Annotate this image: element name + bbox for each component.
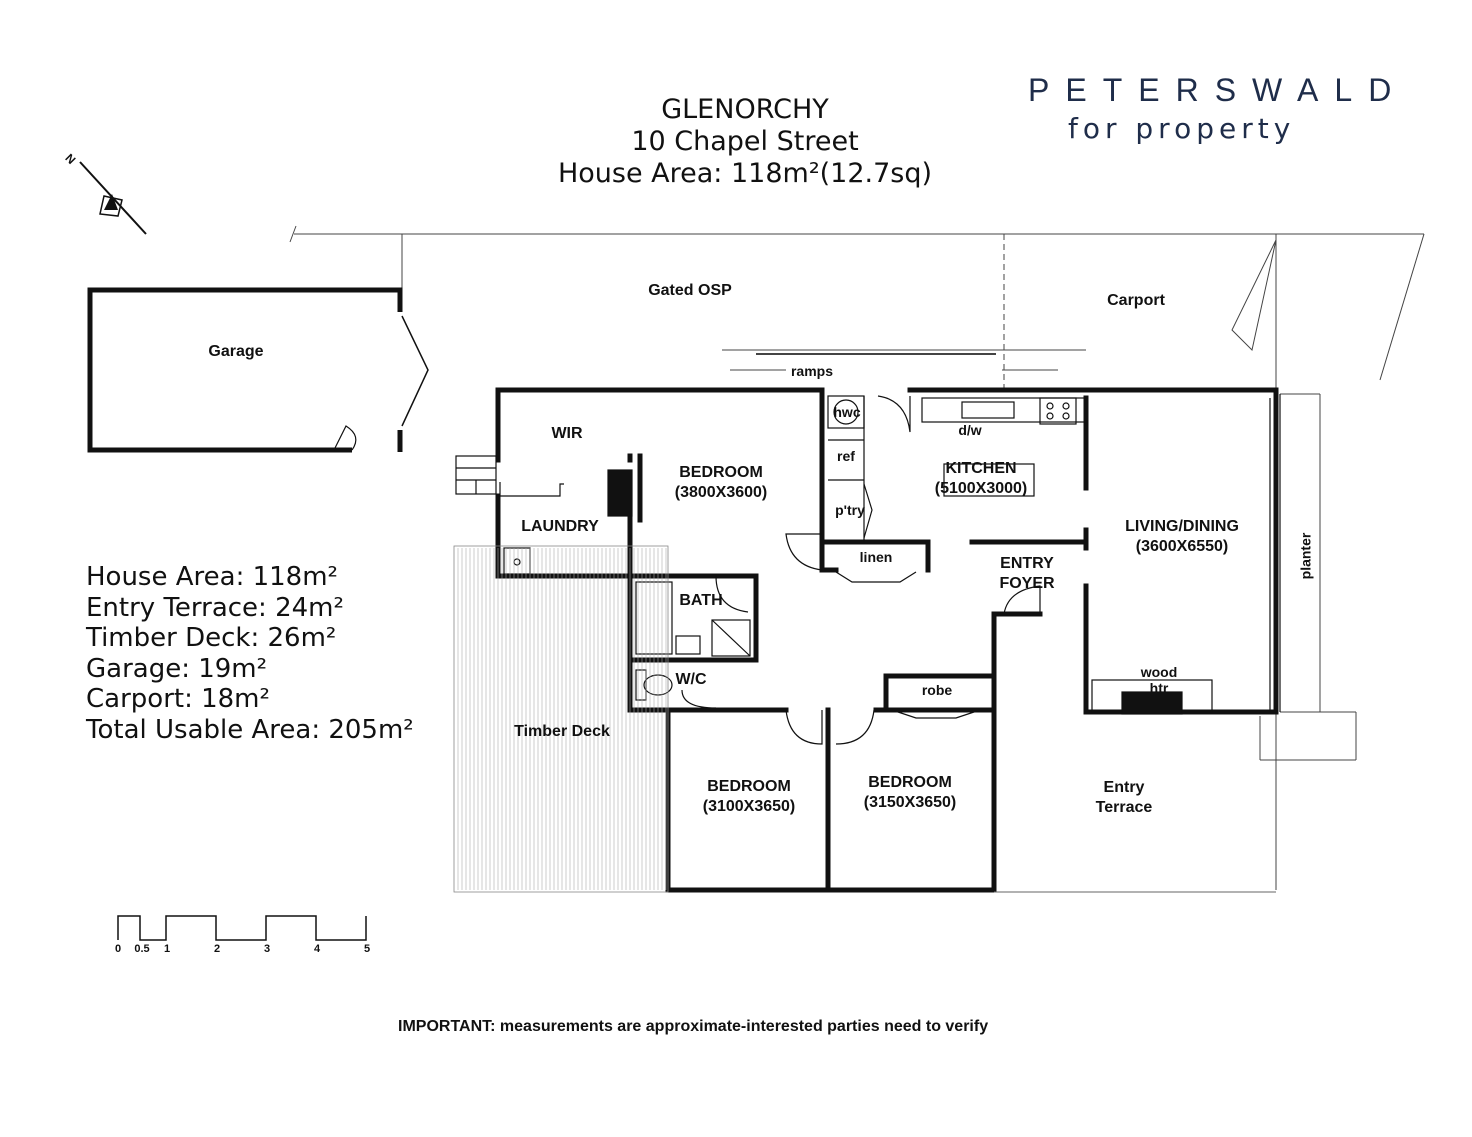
- label-planter: planter: [1297, 532, 1314, 580]
- label-kitchen: KITCHEN: [945, 460, 1017, 477]
- label-hwc: hwc: [833, 404, 861, 420]
- label-wood-heater-1: wood: [1140, 664, 1178, 680]
- label-robe: robe: [921, 682, 953, 698]
- house-walls: [498, 390, 1276, 890]
- label-bedroom-2-dims: (3100X3650): [702, 798, 796, 815]
- scale-tick: 0: [114, 943, 122, 955]
- label-bedroom-1: BEDROOM: [679, 464, 763, 481]
- label-entry-foyer-1: ENTRY: [1000, 555, 1054, 572]
- label-pantry: p'try: [835, 502, 865, 518]
- scale-bar: [118, 916, 366, 940]
- area-entry-terrace: Entry Terrace: 24m²: [86, 592, 344, 623]
- label-entry-terrace-1: Entry: [1103, 779, 1145, 796]
- label-laundry: LAUNDRY: [521, 518, 599, 535]
- area-summary: [86, 562, 414, 745]
- label-bedroom-1-dims: (3800X3600): [674, 484, 768, 501]
- label-wc: W/C: [675, 671, 707, 688]
- brand-tagline: for property: [1068, 112, 1296, 145]
- label-ramps: ramps: [790, 363, 834, 379]
- disclaimer-note: IMPORTANT: measurements are approximate-interested parties need to verify: [398, 1018, 989, 1035]
- label-entry-terrace-2: Terrace: [1095, 799, 1153, 816]
- area-garage: Garage: 19m²: [86, 653, 268, 684]
- label-bedroom-2: BEDROOM: [707, 778, 791, 795]
- label-timber-deck: Timber Deck: [514, 723, 610, 740]
- scale-tick: 2: [213, 943, 221, 955]
- address-title: 10 Chapel Street: [631, 126, 859, 157]
- area-carport: Carport: 18m²: [86, 684, 270, 714]
- label-living-dining-dims: (3600X6550): [1135, 538, 1229, 555]
- label-entry-foyer-2: FOYER: [999, 575, 1055, 592]
- label-linen: linen: [859, 549, 893, 565]
- label-wood-heater-2: htr: [1149, 680, 1169, 696]
- scale-tick: 1: [163, 943, 171, 955]
- north-arrow-icon: [80, 162, 146, 234]
- area-total: Total Usable Area: 205m²: [86, 714, 414, 745]
- label-gated-osp: Gated OSP: [648, 282, 732, 299]
- scale-tick: 4: [313, 943, 321, 955]
- label-bedroom-3: BEDROOM: [868, 774, 952, 791]
- label-living-dining: LIVING/DINING: [1125, 518, 1239, 535]
- label-garage: Garage: [208, 343, 264, 360]
- label-carport: Carport: [1107, 292, 1165, 309]
- brand-name: PETERSWALD: [1028, 72, 1408, 108]
- garage-outline: [90, 290, 428, 452]
- label-wir: WIR: [551, 425, 583, 442]
- label-dishwasher: d/w: [958, 422, 982, 438]
- scale-tick: 5: [363, 943, 371, 955]
- area-timber-deck: Timber Deck: 26m²: [86, 623, 337, 653]
- area-house: House Area: 118m²: [86, 562, 338, 592]
- suburb-title: GLENORCHY: [661, 94, 829, 125]
- scale-tick: 3: [263, 943, 271, 955]
- label-bedroom-3-dims: (3150X3650): [863, 794, 957, 811]
- label-ref: ref: [837, 448, 855, 464]
- property-boundary: [290, 226, 1424, 890]
- house-area-title: House Area: 118m²(12.7sq): [557, 158, 933, 189]
- label-kitchen-dims: (5100X3000): [934, 480, 1028, 497]
- compass-label: N: [62, 150, 79, 168]
- label-bath: BATH: [679, 592, 723, 609]
- scale-tick: 0.5: [134, 943, 150, 955]
